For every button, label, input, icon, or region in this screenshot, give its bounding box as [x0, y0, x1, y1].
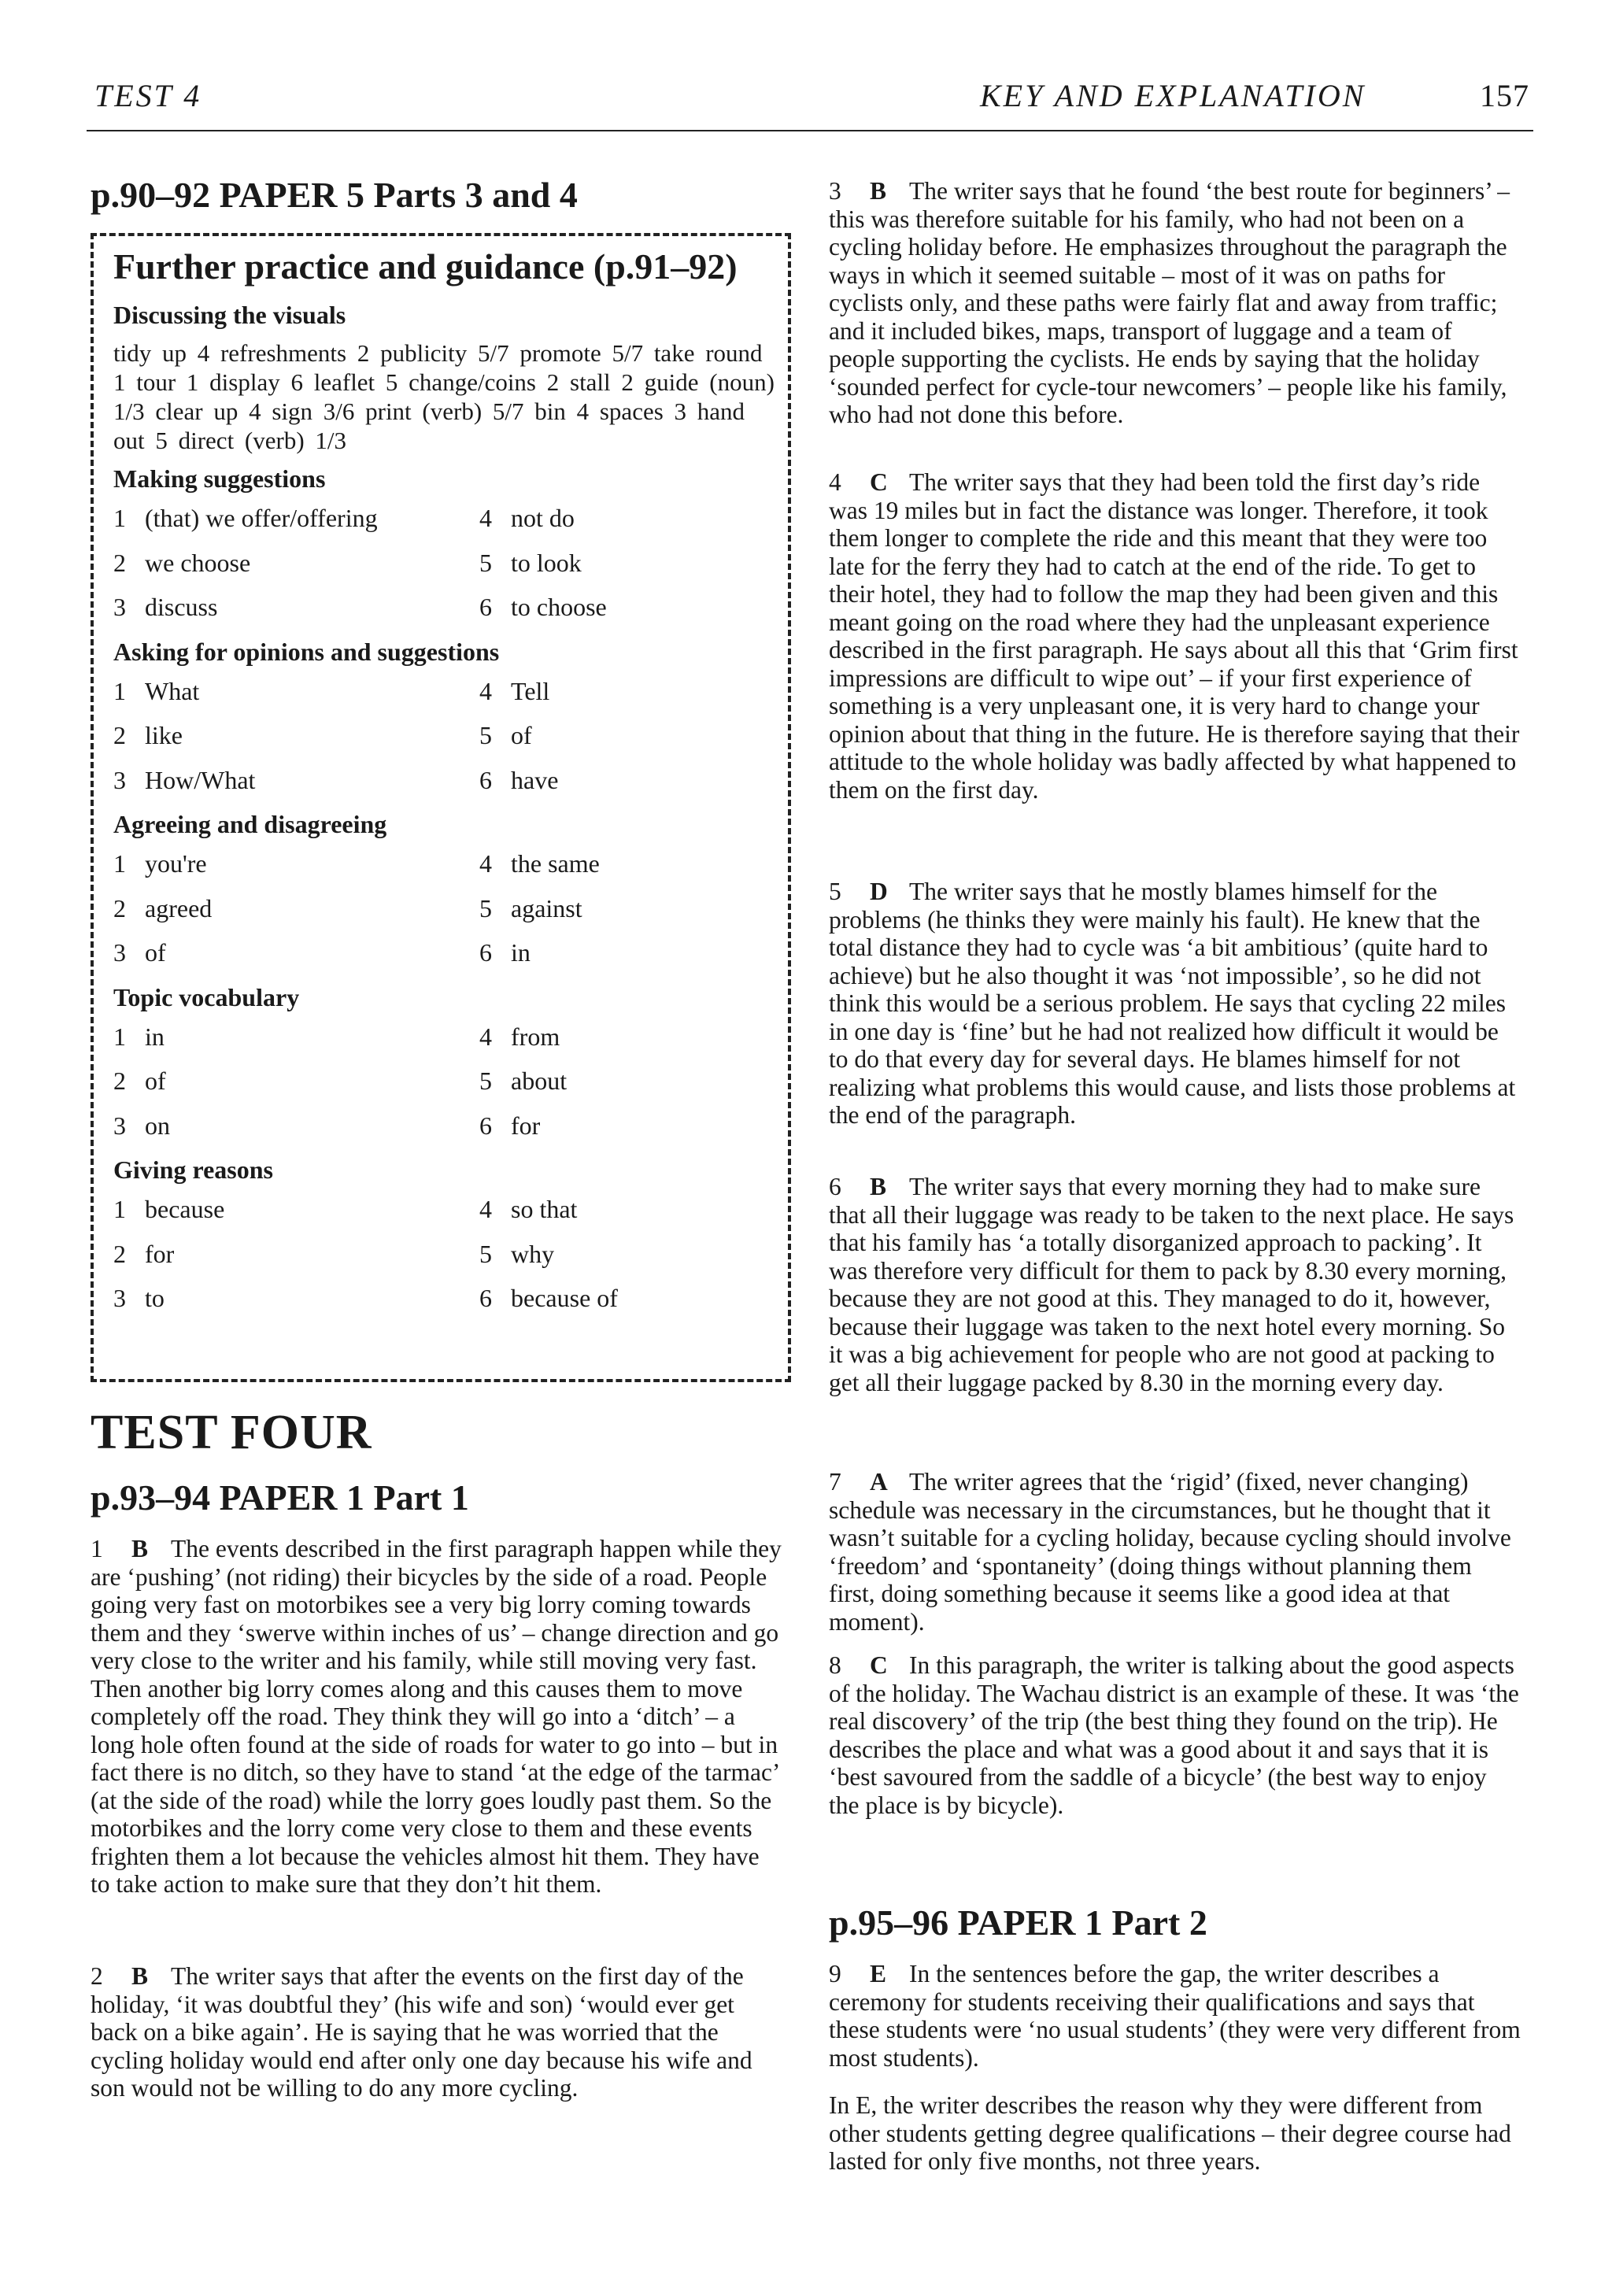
answer-letter: A	[870, 1468, 888, 1496]
answer-7	[829, 1468, 1521, 1636]
group-answer	[113, 1111, 170, 1141]
answer-text: against	[511, 893, 582, 922]
group-answer	[479, 766, 558, 795]
group-answer	[479, 593, 607, 622]
answer-text: because	[145, 1195, 225, 1223]
answer-text: in	[145, 1022, 165, 1051]
group-answer	[113, 1284, 165, 1313]
answer-text: from	[511, 1022, 560, 1051]
answer-explanation: The events described in the first paragraph happen while they are ‘pushing’ (not riding) their bicycles by the side of a road. People going very fast on motorbikes see a very big lorry coming towards them and they ‘swerve within inches of us’ – change direction and go very close to the writer and his family, while still moving very fast. Then another big lorry comes along and this causes them to move completely off the road. They think they will go into a ‘ditch’ – a long hole often found at the side of roads for water to go into – but in fact there is no ditch, so they have to stand ‘at the edge of the tarmac’ (at the side of the road) while the lorry goes loudly past them. So the motorbikes and the lorry come very close to them and these events frighten them a lot because the vehicles almost hit them. They have to take action to make sure that they don’t hit them.	[91, 1535, 782, 1898]
answer-number: 4	[479, 849, 492, 878]
answer-number: 4	[829, 468, 841, 496]
answer-text: have	[511, 765, 559, 794]
group-answer	[479, 1240, 554, 1269]
answer-number: 8	[829, 1651, 841, 1679]
answer-number: 5	[479, 548, 492, 577]
group-answer	[113, 1022, 165, 1052]
group-answer	[479, 938, 531, 967]
section-heading-paper5: p.90–92 PAPER 5 Parts 3 and 4	[91, 175, 578, 215]
answer-number: 9	[829, 1960, 841, 1987]
answer-number: 5	[479, 721, 492, 749]
answer-4	[829, 468, 1521, 804]
answer-text: like	[145, 721, 183, 749]
answer-number: 4	[479, 1195, 492, 1223]
answer-number: 1	[113, 849, 126, 878]
answer-number: 2	[113, 893, 126, 922]
group-answer	[113, 721, 183, 750]
answer-number: 6	[479, 593, 492, 621]
group-answer	[113, 1067, 166, 1096]
group-heading: Topic vocabulary	[113, 982, 300, 1011]
page-number: 157	[1480, 78, 1529, 113]
answer-number: 2	[113, 721, 126, 749]
answer-number: 6	[479, 765, 492, 794]
answer-number: 5	[479, 1239, 492, 1268]
answer-letter: E	[870, 1960, 887, 1987]
answer-text: on	[145, 1111, 170, 1140]
group-answer	[479, 1284, 618, 1313]
answer-number: 4	[479, 676, 492, 705]
answer-6	[829, 1173, 1521, 1396]
answer-number: 3	[113, 1284, 126, 1312]
discussing-vocabulary: tidy up 4 refreshments 2 publicity 5/7 promote 5/7 take round 1 tour 1 display 6 leaflet 5 change/coins 2 stall 2 guide (noun) 1/3 clear up 4 sign 3/6 print (verb) 5/7 bin 4 spaces 3 hand out 5 direct (verb) 1/3	[113, 339, 775, 454]
answer-1	[91, 1535, 783, 1899]
answer-text: Tell	[511, 676, 550, 705]
answer-text: the same	[511, 849, 600, 878]
answer-text: so that	[511, 1195, 578, 1223]
answer-9	[829, 1960, 1521, 2072]
answer-letter: D	[870, 878, 888, 905]
running-header-left: TEST 4	[94, 78, 202, 113]
answer-number: 3	[829, 177, 841, 205]
group-answer	[479, 1022, 560, 1052]
answer-text: for	[145, 1239, 175, 1268]
answer-text: of	[145, 1067, 166, 1095]
answer-text: you're	[145, 849, 207, 878]
answer-number: 5	[479, 893, 492, 922]
answer-8	[829, 1651, 1521, 1819]
answer-text: why	[511, 1239, 555, 1268]
answer-explanation: The writer says that after the events on the first day of the holiday, ‘it was doubtful they’ (his wife and son) ‘would ever get back on a bike again’. He is saying that he was worried that the cycling holiday would end after only one day because his wife and son would not be willing to do any more cycling.	[91, 1962, 752, 2102]
group-answer	[479, 1195, 577, 1224]
answer-3	[829, 177, 1521, 429]
answer-text: we choose	[145, 548, 251, 577]
answer-text: (that) we offer/offering	[145, 504, 378, 532]
answer-number: 7	[829, 1468, 841, 1496]
group-answer	[113, 549, 250, 578]
answer-explanation: The writer says that he found ‘the best route for beginners’ – this was therefore suitable for his family, who had not been on a cycling holiday before. He emphasizes throughout the paragraph the ways in which it seemed suitable – most of it was on paths for cyclists only, and these paths were fairly flat and away from traffic; and it included bikes, maps, transport of luggage and a team of people supporting the cyclists. He ends by saying that the holiday ‘sounded perfect for cycle-tour newcomers’ – people like his family, who had not done this before.	[829, 177, 1510, 428]
answer-2	[91, 1962, 783, 2102]
answer-number: 1	[113, 676, 126, 705]
answer-number: 3	[113, 1111, 126, 1140]
group-answer	[113, 849, 207, 878]
answer-number: 4	[479, 1022, 492, 1051]
answer-number: 5	[479, 1067, 492, 1095]
answer-letter: B	[870, 177, 887, 205]
answer-5	[829, 878, 1521, 1130]
answer-number: 1	[113, 504, 126, 532]
group-answer	[113, 1240, 174, 1269]
answer-explanation: The writer agrees that the ‘rigid’ (fixed, never changing) schedule was necessary in the circumstances, but he thought that it wasn’t suitable for a cycling holiday, because cycling should involve ‘freedom’ and ‘spontaneity’ (doing things without planning them first, doing something because it seems like a good idea at that moment).	[829, 1468, 1511, 1636]
discussing-heading: Discussing the visuals	[113, 301, 346, 329]
group-heading: Giving reasons	[113, 1155, 273, 1184]
section-heading-paper1-part2: p.95–96 PAPER 1 Part 2	[829, 1902, 1207, 1943]
answer-letter: C	[870, 1651, 888, 1679]
answer-number: 1	[91, 1535, 103, 1562]
group-answer	[479, 721, 532, 750]
group-answer	[113, 1195, 224, 1224]
group-answer	[113, 894, 212, 923]
answer-letter: B	[131, 1535, 149, 1562]
answer-number: 3	[113, 938, 126, 967]
answer-explanation: The writer says that every morning they had to make sure that all their luggage was ready to be taken to the next place. He says that his family has ‘a totally disorganized approach to packing’. It was therefore very difficult for them to pack by 8.30 every morning, because they are not good at this. They managed to do it, however, because their luggage was taken to the next hotel every morning. So it was a big achievement for people who are not good at packing to get all their luggage packed by 8.30 in the morning every day.	[829, 1173, 1514, 1396]
answer-number: 2	[113, 1239, 126, 1268]
group-heading: Agreeing and disagreeing	[113, 810, 387, 838]
section-heading-paper1-part1: p.93–94 PAPER 1 Part 1	[91, 1477, 469, 1518]
answer-number: 5	[829, 878, 841, 905]
group-answer	[113, 677, 199, 706]
answer-number: 3	[113, 593, 126, 621]
answer-text: How/What	[145, 765, 256, 794]
answer-number: 4	[479, 504, 492, 532]
answer-number: 6	[829, 1173, 841, 1200]
answer-text: for	[511, 1111, 541, 1140]
answer-letter: B	[131, 1962, 149, 1990]
box-title: Further practice and guidance (p.91–92)	[113, 246, 738, 287]
answer-text: of	[511, 721, 532, 749]
group-answer	[479, 504, 575, 533]
answer-text: to	[145, 1284, 165, 1312]
answer-text: not do	[511, 504, 575, 532]
answer-number: 1	[113, 1195, 126, 1223]
header-rule	[87, 130, 1533, 131]
group-heading: Asking for opinions and suggestions	[113, 637, 500, 666]
group-answer	[479, 1111, 540, 1141]
running-header-center: KEY AND EXPLANATION	[980, 78, 1366, 113]
test-title: TEST FOUR	[91, 1406, 372, 1459]
answer-number: 2	[113, 548, 126, 577]
answer-number: 2	[113, 1067, 126, 1095]
answer-number: 6	[479, 938, 492, 967]
answer-letter: C	[870, 468, 888, 496]
answer-number: 2	[91, 1962, 103, 1990]
answer-letter: B	[870, 1173, 887, 1200]
group-heading: Making suggestions	[113, 464, 326, 493]
answer-number: 6	[479, 1284, 492, 1312]
answer-text: agreed	[145, 893, 213, 922]
group-answer	[479, 849, 600, 878]
answer-explanation: The writer says that they had been told the first day’s ride was 19 miles but in fact the distance was longer. Therefore, it took them longer to complete the ride and this meant that they were too late for the ferry they had to catch at the end of the ride. To get to their hotel, they had to follow the map they had been given and this meant going on the road where they had the unpleasant experience described in the first paragraph. He says about all this that ‘Grim first impressions are difficult to wipe out’ – if your first experience of something is a very unpleasant one, it is very hard to change your opinion about that thing in the future. He is therefore saying that their attitude to the whole holiday was badly affected by what happened to them on the first day.	[829, 468, 1520, 804]
answer-text: to look	[511, 548, 582, 577]
answer-explanation: The writer says that he mostly blames himself for the problems (he thinks they were mainly his fault). He knew that the total distance they had to cycle was ‘a bit ambitious’ (quite hard to achieve) but he also thought it was ‘not impossible’, so he did not think this would be a serious problem. He says that cycling 22 miles in one day is ‘fine’ but he had not realized how difficult it would be to do that every day for several days. He blames himself for not realizing what problems this would cause, and lists those problems at the end of the paragraph.	[829, 878, 1516, 1129]
group-answer	[479, 549, 582, 578]
further-practice-box	[91, 233, 791, 1382]
answer-number: 3	[113, 765, 126, 794]
group-answer	[479, 894, 582, 923]
answer-text: because of	[511, 1284, 618, 1312]
answer-explanation: In this paragraph, the writer is talking about the good aspects of the holiday. The Wachau district is an example of these. It was ‘the real discovery’ of the trip (the best thing they found on the trip). He describes the place and what was a good about it and says that it is ‘best savoured from the saddle of a bicycle’ (the best way to enjoy the place is by bicycle).	[829, 1651, 1519, 1819]
answer-text: to choose	[511, 593, 607, 621]
group-answer	[479, 677, 549, 706]
answer-explanation: In the sentences before the gap, the writer describes a ceremony for students receiving their qualifications and says that these students were ‘no usual students’ (they were very different from most students).	[829, 1960, 1521, 2072]
answer-number: 6	[479, 1111, 492, 1140]
group-answer	[479, 1067, 567, 1096]
answer-text: discuss	[145, 593, 218, 621]
answer-9-continued: In E, the writer describes the reason why they were different from other students getting degree qualifications – their degree course had lasted for only five months, not three years.	[829, 2091, 1511, 2175]
group-answer	[113, 593, 217, 622]
group-answer	[113, 938, 166, 967]
answer-text: of	[145, 938, 166, 967]
answer-number: 1	[113, 1022, 126, 1051]
answer-text: in	[511, 938, 531, 967]
answer-text: What	[145, 676, 200, 705]
answer-text: about	[511, 1067, 568, 1095]
group-answer	[113, 766, 255, 795]
group-answer	[113, 504, 378, 533]
